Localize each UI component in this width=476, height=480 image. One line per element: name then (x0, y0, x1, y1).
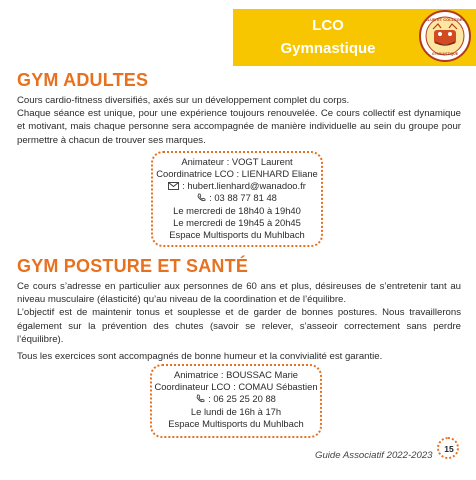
banner-title: LCO (312, 17, 344, 34)
paragraph: Ce cours s’adresse en particulier aux personnes de 60 ans et plus, désireuses de s’entretenir tant au niveau musculaire (élasticité) qu’au niveau de la coordination et de l’équilibre. (17, 281, 461, 306)
email-text[interactable]: : hubert.lienhard@wanadoo.fr (182, 180, 306, 191)
contact-box-gym-adultes (151, 151, 323, 247)
animateur: Animateur : VOGT Laurent (181, 156, 293, 167)
paragraph: Cours cardio-fitness diversifiés, axés sur un développement complet du corps. (17, 95, 350, 106)
section-text-gym-posture (17, 280, 461, 363)
phone-text[interactable]: : 06 25 25 20 88 (208, 393, 276, 404)
envelope-icon (168, 181, 179, 192)
guide-footer: Guide Associatif 2022-2023 (315, 450, 433, 461)
place: Espace Multisports du Muhlbach (168, 418, 304, 429)
section-title-gym-adultes: GYM ADULTES (17, 70, 149, 90)
paragraph: L’objectif est de maintenir tonus et souplesse et de garder de bonnes postures. Nous travaillerons également sur la prévention des chutes (savoir se relever, s’asseoir correctement sans perdre l’équilibre). (17, 307, 461, 345)
page-number: 15 (444, 444, 454, 454)
animateur: Animatrice : BOUSSAC Marie (174, 369, 298, 380)
place: Espace Multisports du Muhlbach (169, 229, 305, 240)
section-text-gym-adultes (17, 94, 461, 147)
contact-box-gym-posture (150, 364, 322, 438)
phone-icon (196, 394, 205, 405)
phone-line[interactable] (153, 192, 321, 204)
coordinatrice: Coordinatrice LCO : LIENHARD Eliane (156, 168, 318, 179)
phone-text[interactable]: : 03 88 77 81 48 (209, 192, 277, 203)
schedule-line: Le mercredi de 19h45 à 20h45 (173, 217, 301, 228)
schedule-line: Le mercredi de 18h40 à 19h40 (173, 205, 301, 216)
club-logo (419, 10, 471, 62)
email-line[interactable] (153, 180, 321, 192)
phone-line[interactable] (152, 393, 320, 405)
logo-emblem-icon (421, 12, 469, 60)
section-title-gym-posture: GYM POSTURE ET SANTÉ (17, 256, 249, 276)
coordinatrice: Coordinateur LCO : COMAU Sébastien (154, 381, 318, 392)
schedule-line: Le lundi de 16h à 17h (190, 406, 282, 417)
logo-bottom-text: GYMNASTIQUE (431, 52, 459, 56)
logo-ring-text: CLUB ET COLLEGES (424, 17, 466, 22)
paragraph: Chaque séance est unique, pour une expérience toujours renouvelée. Ce cours collectif est dynamique et motivant, mais chaque personne sera accompagnée de manière individuelle au sein du groupe pour permettre à chacun de trouver ses marques. (17, 108, 461, 146)
paragraph: Tous les exercices sont accompagnés de bonne humeur et la convivialité est garantie. (17, 351, 383, 363)
phone-icon (197, 193, 206, 204)
banner-subtitle: Gymnastique (280, 40, 376, 57)
